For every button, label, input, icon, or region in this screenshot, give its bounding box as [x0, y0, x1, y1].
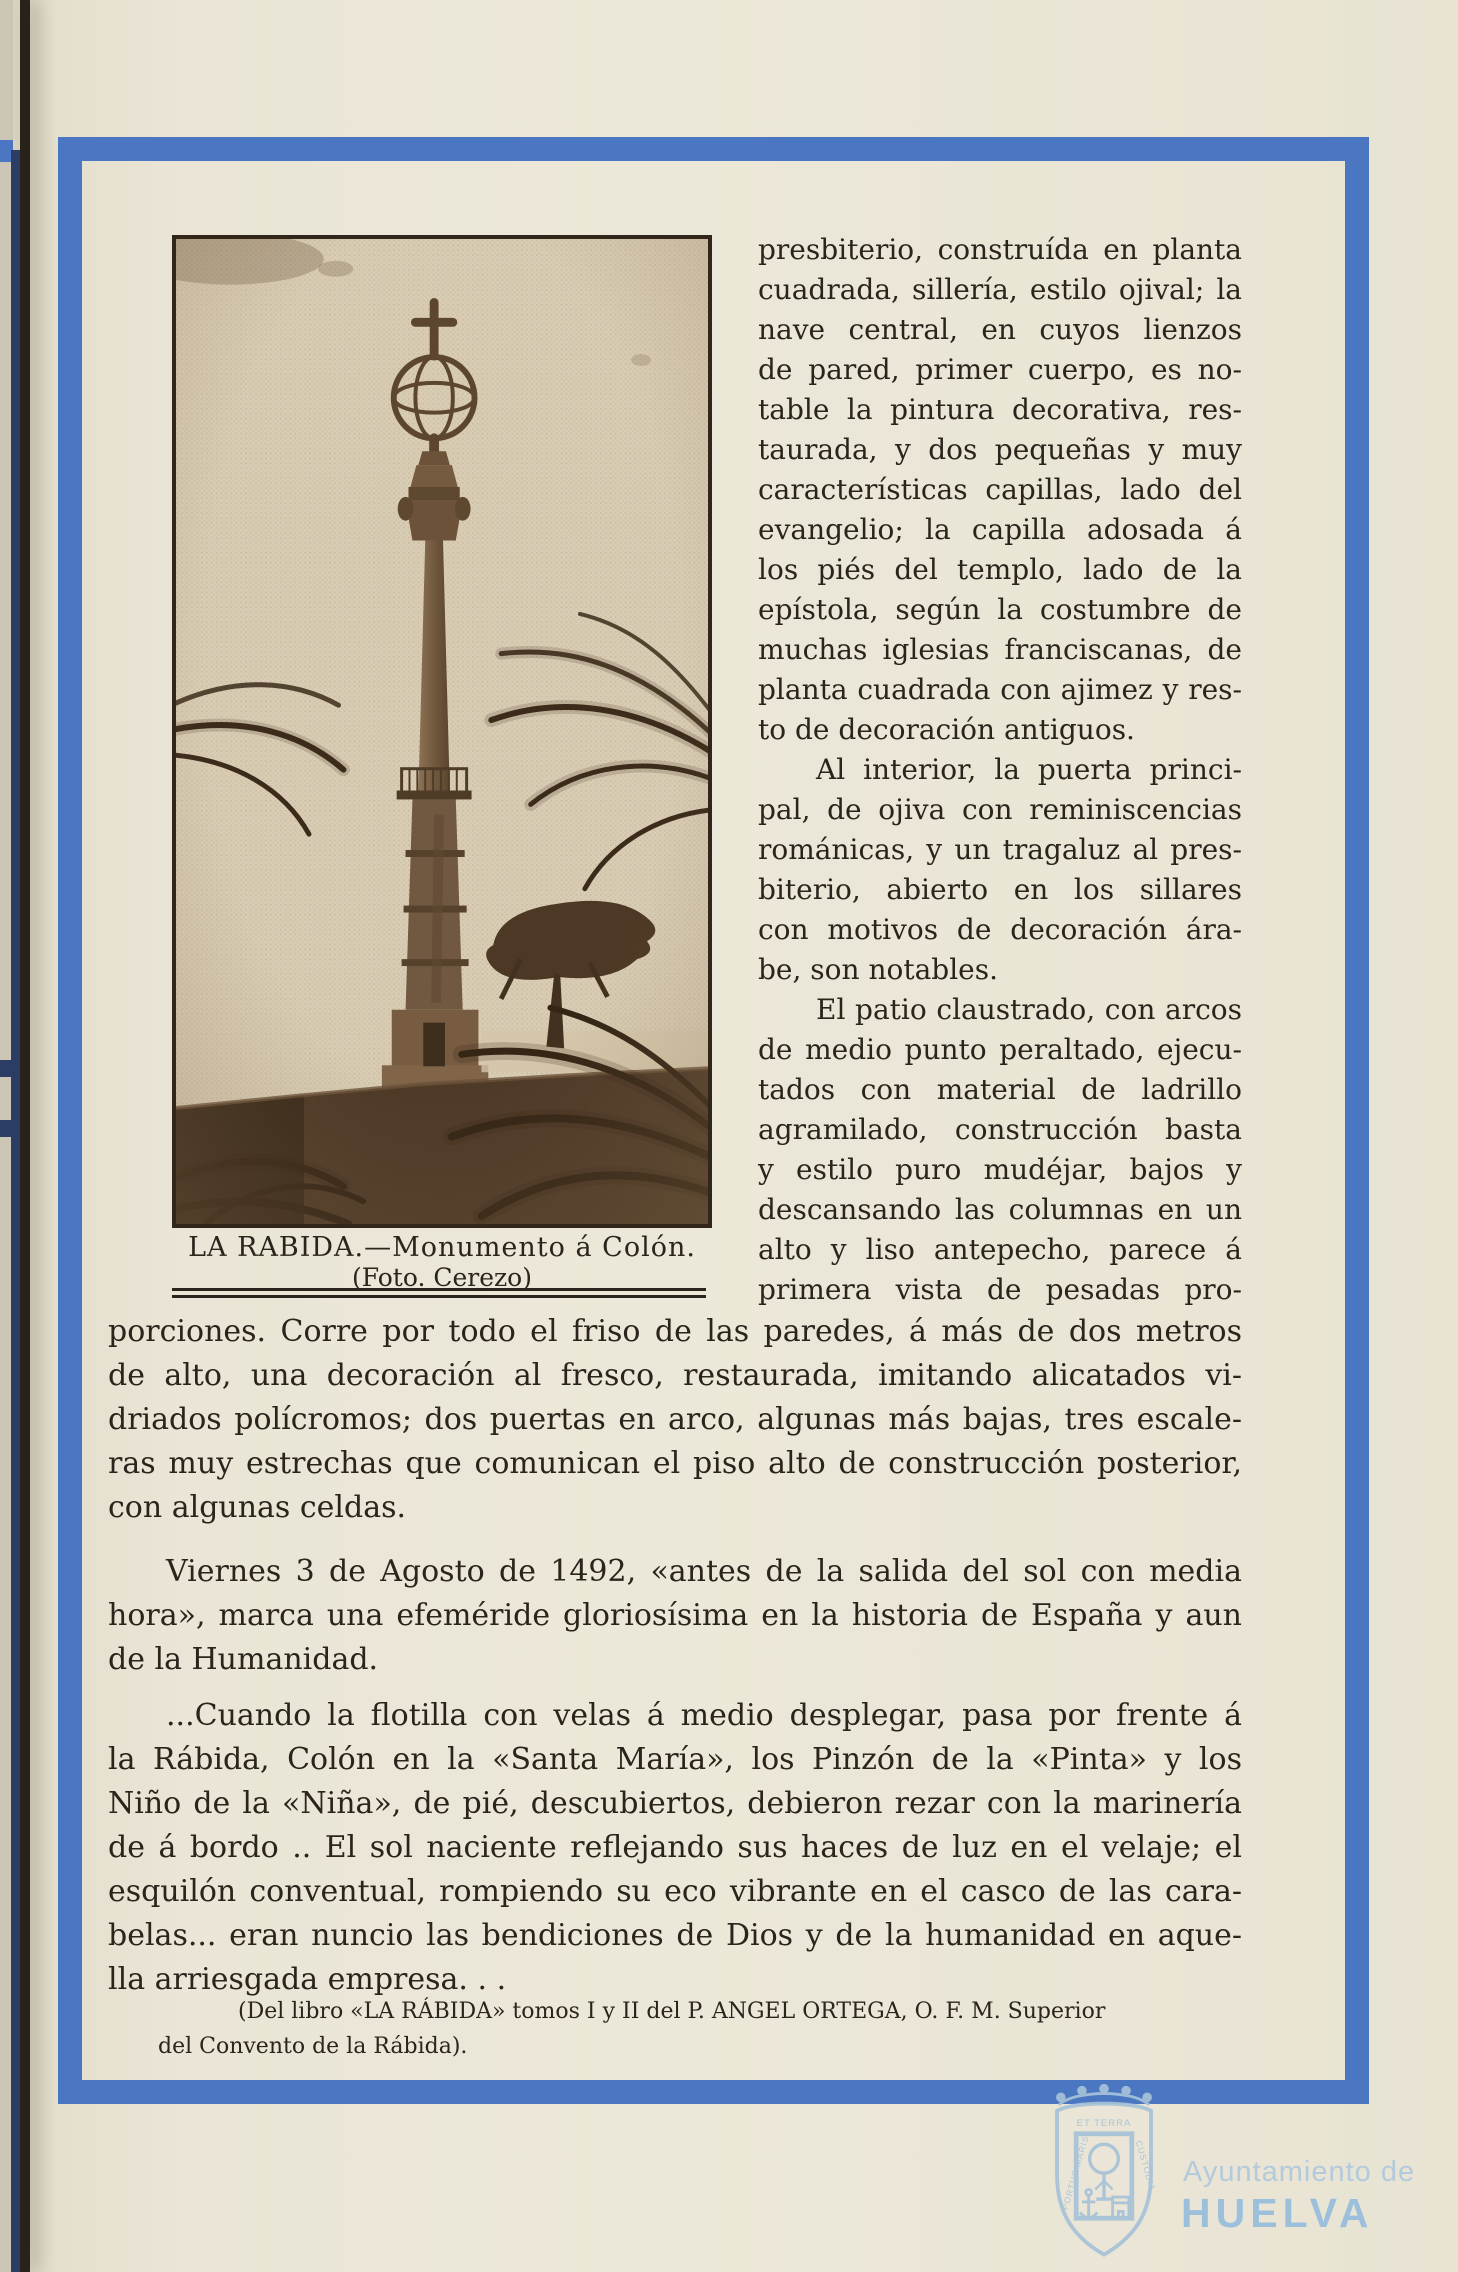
text-line: Niño de la «Niña», de pié, descubiertos, debieron rezar con la marinería	[108, 1786, 1242, 1821]
text-line: los piés del templo, lado de la	[758, 553, 1242, 586]
crest-motto-right: CUSTODIA	[1133, 2139, 1158, 2193]
text-line: tados con material de ladrillo	[758, 1073, 1242, 1106]
text-line: de la Humanidad.	[108, 1642, 379, 1677]
text-line: evangelio; la capilla adosada á	[758, 513, 1242, 546]
text-line: pal, de ojiva con reminiscencias	[758, 793, 1242, 826]
text-line: descansando las columnas en un	[758, 1193, 1242, 1226]
text-line: características capillas, lado del	[758, 473, 1242, 506]
text-line: esquilón conventual, rompiendo su eco vibrante en el casco de las cara-	[108, 1874, 1242, 1909]
body-paragraph-1	[108, 1310, 1242, 1530]
book-gutter-shadow	[20, 0, 30, 2272]
caption-double-rule	[172, 1288, 706, 1298]
monument-photo-illustration	[176, 239, 708, 1224]
book-citation	[158, 1994, 1258, 2064]
facing-page-rule-stub	[0, 1120, 13, 1137]
text-line: porciones. Corre por todo el friso de las paredes, á más de dos metros	[108, 1314, 1242, 1349]
crest-motto-left: PORTUS MARIS	[1059, 2134, 1091, 2212]
text-line: planta cuadrada con ajimez y res-	[758, 673, 1242, 706]
text-line: presbiterio, construída en planta	[758, 233, 1242, 266]
text-line: Viernes 3 de Agosto de 1492, «antes de la salida del sol con media	[166, 1554, 1242, 1589]
citation-line-1: (Del libro «LA RÁBIDA» tomos I y II del P. ANGEL ORTEGA, O. F. M. Superior	[238, 1999, 1106, 2024]
text-line: hora», marca una efeméride gloriosísima en la historia de España y aun	[108, 1598, 1242, 1633]
text-line: epístola, según la costumbre de	[758, 593, 1242, 626]
text-line: Al interior, la puerta princi-	[816, 753, 1242, 786]
text-line: taurada, y dos pequeñas y muy	[758, 433, 1242, 466]
text-line: de alto, una decoración al fresco, restaurada, imitando alicatados vi-	[108, 1358, 1242, 1393]
text-line: de á bordo .. El sol naciente reflejando sus haces de luz en el velaje; el	[108, 1830, 1242, 1865]
text-line: la Rábida, Colón en la «Santa María», los Pinzón de la «Pinta» y los	[108, 1742, 1242, 1777]
text-line: primera vista de pesadas pro-	[758, 1273, 1242, 1306]
text-line: ...Cuando la flotilla con velas á medio desplegar, pasa por frente á	[166, 1698, 1242, 1733]
text-line: de pared, primer cuerpo, es no-	[758, 353, 1242, 386]
text-line: be, son notables.	[758, 953, 999, 986]
text-line: muchas iglesias franciscanas, de	[758, 633, 1242, 666]
text-line: biterio, abierto en los sillares	[758, 873, 1242, 906]
crest-motto-top: ET TERRA	[1076, 2118, 1132, 2130]
text-line: cuadrada, sillería, estilo ojival; la	[758, 273, 1242, 306]
facing-page-border-line	[11, 150, 20, 2272]
text-line: agramilado, construcción basta	[758, 1113, 1242, 1146]
text-line: nave central, en cuyos lienzos	[758, 313, 1242, 346]
watermark-city-name: HUELVA	[1181, 2190, 1374, 2236]
text-line: to de decoración antiguos.	[758, 713, 1135, 746]
text-line: con algunas celdas.	[108, 1490, 407, 1525]
photo-caption-credit: (Foto. Cerezo)	[352, 1263, 532, 1292]
photo-caption-title: LA RABIDA.—Monumento á Colón.	[188, 1232, 696, 1263]
body-paragraph-3	[108, 1694, 1242, 2002]
facing-page-rule-stub	[0, 1060, 13, 1077]
watermark-org-name: Ayuntamiento de	[1183, 2156, 1416, 2188]
text-line: y estilo puro mudéjar, bajos y	[758, 1153, 1242, 1186]
right-text-column	[758, 230, 1242, 1310]
text-line: de medio punto peraltado, ejecu-	[758, 1033, 1242, 1066]
citation-line-2: del Convento de la Rábida).	[158, 2034, 468, 2059]
text-line: belas... eran nuncio las bendiciones de Dios y de la humanidad en aque-	[108, 1918, 1242, 1953]
text-line: lla arriesgada empresa. . .	[108, 1962, 507, 1997]
text-line: El patio claustrado, con arcos	[816, 993, 1242, 1026]
text-line: table la pintura decorativa, res-	[758, 393, 1242, 426]
text-line: románicas, y un tragaluz al pres-	[758, 833, 1242, 866]
text-line: driados polícromos; dos puertas en arco, algunas más bajas, tres escale-	[108, 1402, 1242, 1437]
monument-photo	[172, 235, 712, 1228]
text-line: con motivos de decoración ára-	[758, 913, 1242, 946]
huelva-coat-of-arms-icon	[1040, 2082, 1168, 2270]
body-paragraph-2	[108, 1550, 1242, 1682]
text-line: ras muy estrechas que comunican el piso alto de construcción posterior,	[108, 1446, 1242, 1481]
text-line: alto y liso antepecho, parece á	[758, 1233, 1242, 1266]
